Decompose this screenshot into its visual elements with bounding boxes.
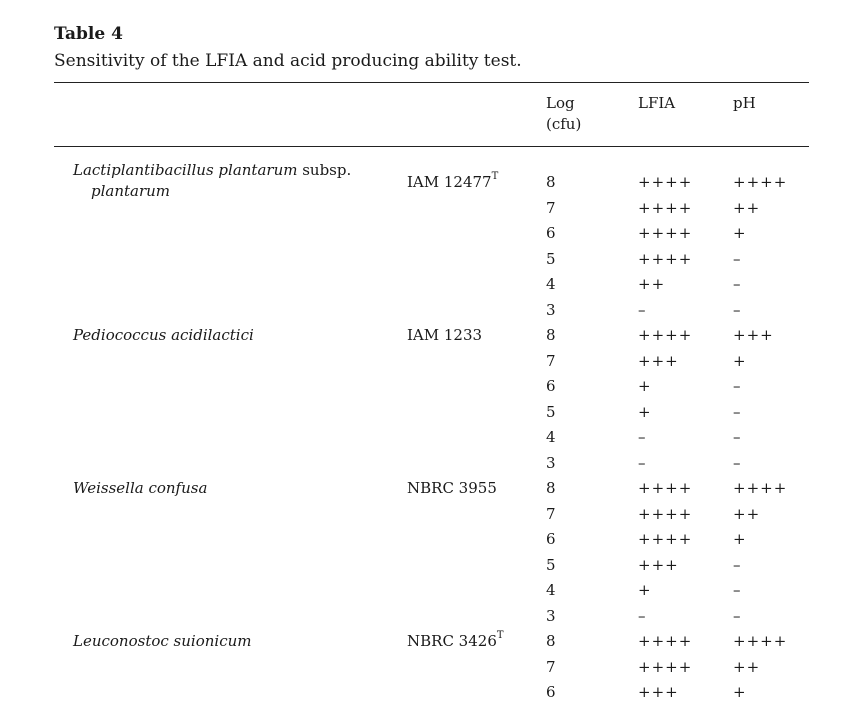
lfia-result: + — [638, 402, 652, 421]
log-cfu-value: 6 — [546, 683, 556, 701]
ph-result: – — [733, 555, 742, 574]
ph-result: + — [733, 683, 747, 701]
lfia-result: – — [638, 300, 647, 319]
lfia-result: +++ — [638, 555, 679, 574]
ph-result: ++++ — [733, 173, 788, 191]
lfia-result: + — [638, 581, 652, 599]
log-cfu-value: 8 — [546, 632, 556, 650]
log-cfu-value: 5 — [546, 555, 556, 574]
log-cfu-value: 5 — [546, 402, 556, 421]
species-name-line2: plantarum — [91, 182, 171, 200]
log-cfu-value: 4 — [546, 428, 556, 446]
ph-result: ++++ — [733, 632, 788, 650]
strain-id: IAM 1233 — [407, 326, 483, 344]
header-lfia: LFIA — [638, 94, 676, 112]
log-cfu-value: 6 — [546, 530, 556, 548]
ph-result: ++ — [733, 657, 761, 676]
lfia-result: – — [638, 428, 647, 446]
ph-result: – — [733, 581, 742, 599]
lfia-result: ++++ — [638, 657, 693, 676]
header-ph: pH — [733, 94, 756, 112]
ph-result: + — [733, 224, 747, 242]
type-strain-superscript: T — [491, 171, 499, 182]
species-name-line1: Weissella confusa — [73, 479, 208, 497]
header-rule — [54, 146, 809, 147]
species-name-line1: Leuconostoc suionicum — [73, 632, 252, 650]
log-cfu-value: 7 — [546, 351, 556, 370]
log-cfu-value: 5 — [546, 249, 556, 268]
ph-result: – — [733, 377, 742, 395]
strain-id: NBRC 3955 — [407, 479, 497, 497]
species-name — [73, 631, 251, 651]
log-cfu-value: 8 — [546, 479, 556, 497]
log-cfu-value: 4 — [546, 581, 556, 599]
log-cfu-value: 3 — [546, 300, 556, 319]
header-log-line2: (cfu) — [546, 115, 582, 133]
ph-result: + — [733, 530, 747, 548]
lfia-result: ++++ — [638, 173, 693, 191]
ph-result: ++++ — [733, 479, 788, 497]
lfia-result: ++++ — [638, 530, 693, 548]
ph-result: – — [733, 428, 742, 446]
log-cfu-value: 6 — [546, 377, 556, 395]
lfia-result: ++++ — [638, 249, 693, 268]
ph-result: – — [733, 275, 742, 293]
table-title: Table 4 — [54, 24, 123, 44]
strain-id: NBRC $3426^T$ — [407, 630, 504, 650]
species-name — [73, 160, 351, 180]
strain-id: IAM $12477^T$ — [407, 171, 499, 191]
ph-result: – — [733, 402, 742, 421]
top-rule — [54, 82, 809, 83]
ph-result: + — [733, 351, 747, 370]
lfia-result: ++ — [638, 275, 666, 293]
table-caption: Sensitivity of the LFIA and acid producing ability test. — [54, 51, 522, 71]
species-name-line1: Pediococcus acidilactici — [73, 326, 254, 344]
type-strain-superscript: T — [496, 630, 504, 641]
log-cfu-value: 7 — [546, 657, 556, 676]
log-cfu-value: 6 — [546, 224, 556, 242]
header-log — [546, 93, 581, 135]
lfia-result: ++++ — [638, 504, 693, 523]
log-cfu-value: 4 — [546, 275, 556, 293]
lfia-result: ++++ — [638, 224, 693, 242]
lfia-result: ++++ — [638, 198, 693, 217]
ph-result: ++ — [733, 504, 761, 523]
species-name-line1: Lactiplantibacillus plantarum — [73, 161, 298, 179]
log-cfu-value: 7 — [546, 198, 556, 217]
ph-result: +++ — [733, 326, 774, 344]
log-cfu-value: 3 — [546, 606, 556, 625]
log-cfu-value: 7 — [546, 504, 556, 523]
lfia-result: – — [638, 453, 647, 472]
ph-result: – — [733, 606, 742, 625]
species-name-suffix: subsp. — [297, 161, 352, 179]
lfia-result: +++ — [638, 683, 679, 701]
ph-result: ++ — [733, 198, 761, 217]
lfia-result: + — [638, 377, 652, 395]
lfia-result: ++++ — [638, 479, 693, 497]
ph-result: – — [733, 453, 742, 472]
log-cfu-value: 8 — [546, 173, 556, 191]
log-cfu-value: 3 — [546, 453, 556, 472]
header-log-line1: Log — [546, 94, 575, 112]
log-cfu-value: 8 — [546, 326, 556, 344]
species-name — [73, 325, 254, 345]
ph-result: – — [733, 300, 742, 319]
lfia-result: ++++ — [638, 326, 693, 344]
lfia-result: ++++ — [638, 632, 693, 650]
species-name — [73, 478, 207, 498]
lfia-result: – — [638, 606, 647, 625]
lfia-result: +++ — [638, 351, 679, 370]
ph-result: – — [733, 249, 742, 268]
